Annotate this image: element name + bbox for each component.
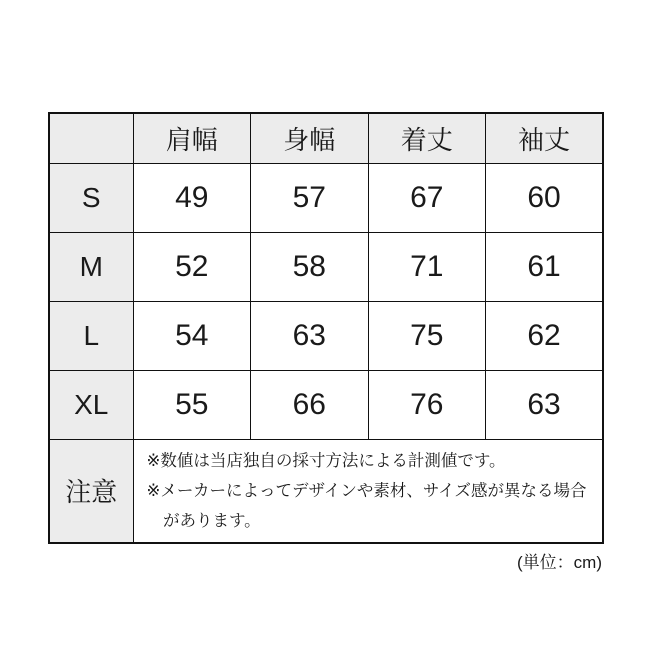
value-s-sleeve: 60 [486,163,604,232]
note-cell [133,439,603,543]
header-cell-shoulder-width: 肩幅 [133,113,251,163]
size-chart-body [49,163,603,543]
header-cell-empty [49,113,133,163]
value-l-length: 75 [368,301,486,370]
value-s-length: 67 [368,163,486,232]
size-chart-table [48,112,604,544]
value-xl-body-width: 66 [251,370,369,439]
header-row [49,113,603,163]
size-label-l: L [49,301,133,370]
table-row-m [49,232,603,301]
table-row-s [49,163,603,232]
size-label-s: S [49,163,133,232]
note-label: 注意 [49,439,133,543]
value-l-body-width: 63 [251,301,369,370]
note-line-manufacturer: ※メーカーによってデザインや素材、サイズ感が異なる場合があります。 [146,481,587,530]
value-m-length: 71 [368,232,486,301]
header-cell-garment-length: 着丈 [368,113,486,163]
table-row-l [49,301,603,370]
value-l-sleeve: 62 [486,301,604,370]
value-l-shoulder: 54 [133,301,251,370]
header-cell-body-width: 身幅 [251,113,369,163]
value-xl-shoulder: 55 [133,370,251,439]
size-chart-header [49,113,603,163]
unit-label: (単位：cm) [517,553,602,572]
value-m-sleeve: 61 [486,232,604,301]
value-xl-sleeve: 63 [486,370,604,439]
value-s-shoulder: 49 [133,163,251,232]
value-xl-length: 76 [368,370,486,439]
size-label-m: M [49,232,133,301]
value-m-body-width: 58 [251,232,369,301]
note-line-measurement: ※数値は当店独自の採寸方法による計測値です。 [146,451,506,470]
header-cell-sleeve-length: 袖丈 [486,113,604,163]
value-m-shoulder: 52 [133,232,251,301]
value-s-body-width: 57 [251,163,369,232]
table-row-note [49,439,603,543]
table-row-xl [49,370,603,439]
size-label-xl: XL [49,370,133,439]
